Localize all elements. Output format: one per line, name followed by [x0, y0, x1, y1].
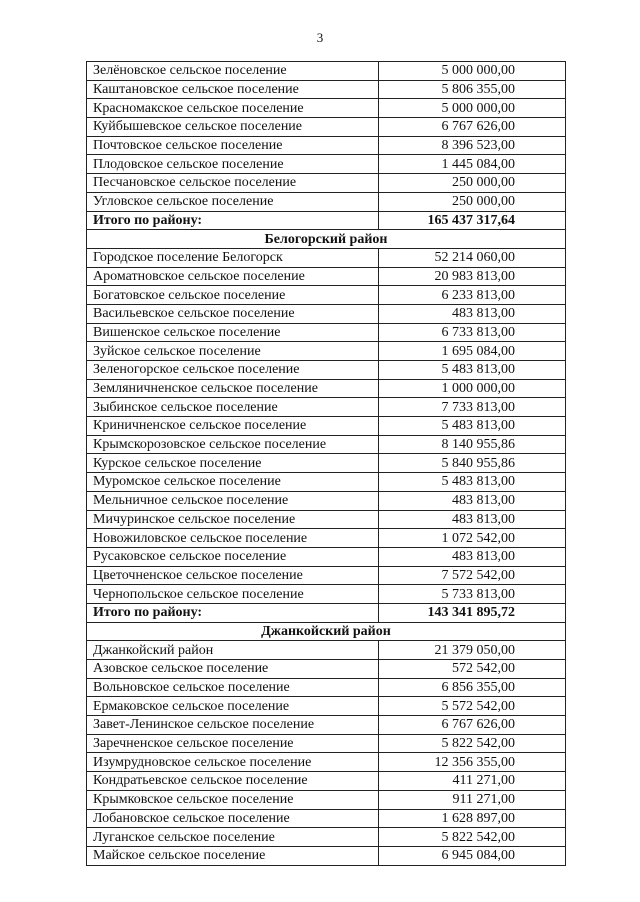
table-row — [87, 566, 566, 585]
district-header-row — [87, 230, 566, 249]
settlement-name: Кондратьевское сельское поселение — [87, 772, 379, 791]
amount-value: 5 822 542,00 — [379, 734, 566, 753]
table-row — [87, 716, 566, 735]
district-title: Джанкойский район — [87, 622, 566, 641]
settlement-name: Красномакское сельское поселение — [87, 99, 379, 118]
total-label: Итого по району: — [87, 603, 379, 622]
settlement-name: Джанкойский район — [87, 641, 379, 660]
settlement-name: Ароматновское сельское поселение — [87, 267, 379, 286]
table-row — [87, 248, 566, 267]
amount-value: 5 000 000,00 — [379, 99, 566, 118]
amount-value: 52 214 060,00 — [379, 248, 566, 267]
table-row — [87, 118, 566, 137]
page-number: 3 — [316, 30, 324, 45]
table-row — [87, 510, 566, 529]
amount-value: 6 733 813,00 — [379, 323, 566, 342]
table-row — [87, 80, 566, 99]
amount-value: 483 813,00 — [379, 547, 566, 566]
amount-value: 1 628 897,00 — [379, 809, 566, 828]
table-row — [87, 641, 566, 660]
table-row — [87, 454, 566, 473]
settlement-name: Чернопольское сельское поселение — [87, 585, 379, 604]
settlement-name: Азовское сельское поселение — [87, 660, 379, 679]
settlement-name: Каштановское сельское поселение — [87, 80, 379, 99]
amount-value: 483 813,00 — [379, 510, 566, 529]
settlement-name: Луганское сельское поселение — [87, 828, 379, 847]
settlement-name: Угловское сельское поселение — [87, 192, 379, 211]
table-row — [87, 790, 566, 809]
amount-value: 1 445 084,00 — [379, 155, 566, 174]
amount-value: 6 767 626,00 — [379, 118, 566, 137]
table-row — [87, 697, 566, 716]
table-row — [87, 62, 566, 81]
amount-value: 1 695 084,00 — [379, 342, 566, 361]
amount-value: 7 572 542,00 — [379, 566, 566, 585]
settlement-name: Завет-Ленинское сельское поселение — [87, 716, 379, 735]
table-row — [87, 491, 566, 510]
amount-value: 5 483 813,00 — [379, 361, 566, 380]
allocation-table — [86, 61, 566, 866]
settlement-name: Ермаковское сельское поселение — [87, 697, 379, 716]
settlement-name: Куйбышевское сельское поселение — [87, 118, 379, 137]
settlement-name: Муромское сельское поселение — [87, 473, 379, 492]
table-row — [87, 192, 566, 211]
settlement-name: Вишенское сельское поселение — [87, 323, 379, 342]
amount-value: 5 806 355,00 — [379, 80, 566, 99]
amount-value: 21 379 050,00 — [379, 641, 566, 660]
amount-value: 12 356 355,00 — [379, 753, 566, 772]
amount-value: 7 733 813,00 — [379, 398, 566, 417]
amount-value: 1 000 000,00 — [379, 379, 566, 398]
table-row — [87, 828, 566, 847]
settlement-name: Лобановское сельское поселение — [87, 809, 379, 828]
table-row — [87, 361, 566, 380]
table-row — [87, 734, 566, 753]
table-row — [87, 417, 566, 436]
amount-value: 6 945 084,00 — [379, 846, 566, 865]
amount-value: 20 983 813,00 — [379, 267, 566, 286]
amount-value: 483 813,00 — [379, 304, 566, 323]
table-row — [87, 155, 566, 174]
settlement-name: Крымковское сельское поселение — [87, 790, 379, 809]
amount-value: 5 822 542,00 — [379, 828, 566, 847]
table-row — [87, 846, 566, 865]
table-row — [87, 753, 566, 772]
district-total-row — [87, 603, 566, 622]
settlement-name: Крымскорозовское сельское поселение — [87, 435, 379, 454]
settlement-name: Земляничненское сельское поселение — [87, 379, 379, 398]
amount-value: 8 396 523,00 — [379, 136, 566, 155]
settlement-name: Зеленогорское сельское поселение — [87, 361, 379, 380]
amount-value: 6 233 813,00 — [379, 286, 566, 305]
table-row — [87, 585, 566, 604]
settlement-name: Изумрудновское сельское поселение — [87, 753, 379, 772]
amount-value: 1 072 542,00 — [379, 529, 566, 548]
table-row — [87, 323, 566, 342]
table-row — [87, 286, 566, 305]
settlement-name: Криничненское сельское поселение — [87, 417, 379, 436]
settlement-name: Заречненское сельское поселение — [87, 734, 379, 753]
amount-value: 5 733 813,00 — [379, 585, 566, 604]
settlement-name: Зелёновское сельское поселение — [87, 62, 379, 81]
amount-value: 572 542,00 — [379, 660, 566, 679]
table-row — [87, 678, 566, 697]
settlement-name: Вольновское сельское поселение — [87, 678, 379, 697]
table-row — [87, 379, 566, 398]
amount-value: 911 271,00 — [379, 790, 566, 809]
amount-value: 5 483 813,00 — [379, 417, 566, 436]
settlement-name: Богатовское сельское поселение — [87, 286, 379, 305]
total-amount: 143 341 895,72 — [379, 603, 566, 622]
settlement-name: Мельничное сельское поселение — [87, 491, 379, 510]
allocation-table-body — [87, 62, 566, 866]
amount-value: 5 483 813,00 — [379, 473, 566, 492]
table-row — [87, 660, 566, 679]
district-title: Белогорский район — [87, 230, 566, 249]
amount-value: 5 000 000,00 — [379, 62, 566, 81]
settlement-name: Зыбинское сельское поселение — [87, 398, 379, 417]
settlement-name: Новожиловское сельское поселение — [87, 529, 379, 548]
settlement-name: Мичуринское сельское поселение — [87, 510, 379, 529]
settlement-name: Русаковское сельское поселение — [87, 547, 379, 566]
amount-value: 6 856 355,00 — [379, 678, 566, 697]
table-row — [87, 809, 566, 828]
table-row — [87, 136, 566, 155]
allocation-table-container — [86, 61, 566, 866]
settlement-name: Цветочненское сельское поселение — [87, 566, 379, 585]
settlement-name: Зуйское сельское поселение — [87, 342, 379, 361]
table-row — [87, 267, 566, 286]
table-row — [87, 435, 566, 454]
table-row — [87, 529, 566, 548]
amount-value: 250 000,00 — [379, 174, 566, 193]
table-row — [87, 174, 566, 193]
settlement-name: Васильевское сельское поселение — [87, 304, 379, 323]
table-row — [87, 772, 566, 791]
settlement-name: Курское сельское поселение — [87, 454, 379, 473]
total-label: Итого по району: — [87, 211, 379, 230]
table-row — [87, 398, 566, 417]
amount-value: 8 140 955,86 — [379, 435, 566, 454]
settlement-name: Песчановское сельское поселение — [87, 174, 379, 193]
table-row — [87, 342, 566, 361]
settlement-name: Плодовское сельское поселение — [87, 155, 379, 174]
district-total-row — [87, 211, 566, 230]
amount-value: 5 840 955,86 — [379, 454, 566, 473]
amount-value: 5 572 542,00 — [379, 697, 566, 716]
table-row — [87, 304, 566, 323]
settlement-name: Майское сельское поселение — [87, 846, 379, 865]
amount-value: 6 767 626,00 — [379, 716, 566, 735]
total-amount: 165 437 317,64 — [379, 211, 566, 230]
district-header-row — [87, 622, 566, 641]
settlement-name: Почтовское сельское поселение — [87, 136, 379, 155]
amount-value: 483 813,00 — [379, 491, 566, 510]
table-row — [87, 99, 566, 118]
amount-value: 411 271,00 — [379, 772, 566, 791]
settlement-name: Городское поселение Белогорск — [87, 248, 379, 267]
table-row — [87, 473, 566, 492]
table-row — [87, 547, 566, 566]
amount-value: 250 000,00 — [379, 192, 566, 211]
